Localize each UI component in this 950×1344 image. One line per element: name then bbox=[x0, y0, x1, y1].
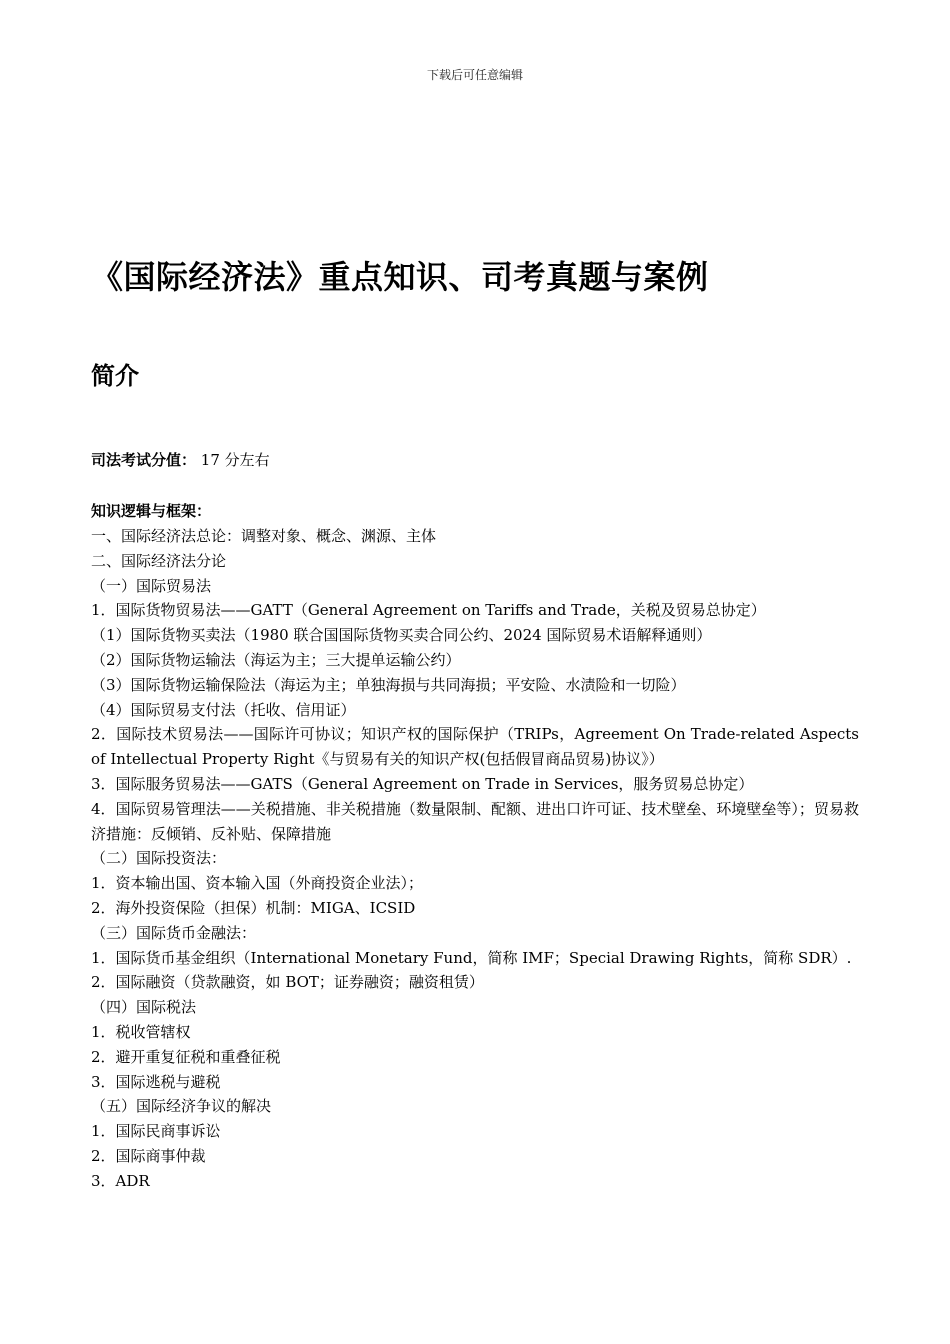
outline-item: （三）国际货币金融法： bbox=[91, 923, 257, 942]
outline-item: 1．国际货币基金组织（International Monetary Fund，简称 IMF；Special Drawing Rights，简称 SDR）. bbox=[91, 948, 852, 967]
outline-item: 4．国际贸易管理法——关税措施、非关税措施（数量限制、配额、进出口许可证、技术壁垒、环境壁垒等）；贸易救济措施：反倾销、反补贴、保障措施 bbox=[91, 799, 859, 843]
outline-item: （1）国际货物买卖法（1980 联合国国际货物买卖合同公约、2024 国际贸易术语解释通则） bbox=[91, 626, 712, 645]
exam-score-label: 司法考试分值： bbox=[91, 451, 197, 469]
framework-label: 知识逻辑与框架： bbox=[91, 502, 212, 520]
outline-item: 1．国际民商事诉讼 bbox=[91, 1122, 221, 1141]
exam-score-line bbox=[91, 449, 270, 471]
outline-item: 3．国际逃税与避税 bbox=[91, 1072, 221, 1091]
outline-item: （四）国际税法 bbox=[91, 998, 197, 1017]
outline-item: 2．海外投资保险（担保）机制：MIGA、ICSID bbox=[91, 898, 416, 917]
outline-item: 1．国际货物贸易法——GATT（General Agreement on Tariffs and Trade，关税及贸易总协定） bbox=[91, 601, 766, 620]
outline-item: 2．国际商事仲裁 bbox=[91, 1146, 206, 1165]
outline-item: （3）国际货物运输保险法（海运为主；单独海损与共同海损；平安险、水渍险和一切险） bbox=[91, 675, 686, 694]
outline-item: 3．国际服务贸易法——GATS（General Agreement on Trade in Services，服务贸易总协定） bbox=[91, 774, 754, 793]
outline-item: 2．避开重复征税和重叠征税 bbox=[91, 1047, 281, 1066]
outline-item: （五）国际经济争议的解决 bbox=[91, 1097, 272, 1116]
knowledge-framework bbox=[91, 499, 859, 1194]
outline-item: （一）国际贸易法 bbox=[91, 576, 212, 595]
framework-outline bbox=[91, 524, 859, 1194]
outline-item: （4）国际贸易支付法（托收、信用证） bbox=[91, 700, 356, 719]
outline-item: 2．国际融资（贷款融资，如 BOT；证券融资；融资租赁） bbox=[91, 973, 484, 992]
outline-item: 1．税收管辖权 bbox=[91, 1022, 191, 1041]
outline-item: 二、国际经济法分论 bbox=[91, 551, 227, 570]
exam-score-value: 17 分左右 bbox=[200, 451, 270, 469]
outline-item: 3．ADR bbox=[91, 1171, 150, 1190]
outline-item: 1．资本输出国、资本输入国（外商投资企业法）； bbox=[91, 874, 424, 893]
outline-item: 2．国际技术贸易法——国际许可协议；知识产权的国际保护（TRIPs，Agreement On Trade-related Aspects of Intellectual Property Right《与贸易有关的知识产权(包括假冒商品贸易)协议》） bbox=[91, 725, 859, 769]
page-header-note: 下载后可任意编辑 bbox=[426, 68, 523, 82]
document-title: 《国际经济法》重点知识、司考真题与案例 bbox=[91, 258, 709, 296]
outline-item: （二）国际投资法： bbox=[91, 849, 227, 868]
section-heading-intro: 简介 bbox=[91, 362, 139, 390]
outline-item: 一、国际经济法总论：调整对象、概念、渊源、主体 bbox=[91, 527, 437, 545]
outline-item: （2）国际货物运输法（海运为主；三大提单运输公约） bbox=[91, 650, 461, 669]
